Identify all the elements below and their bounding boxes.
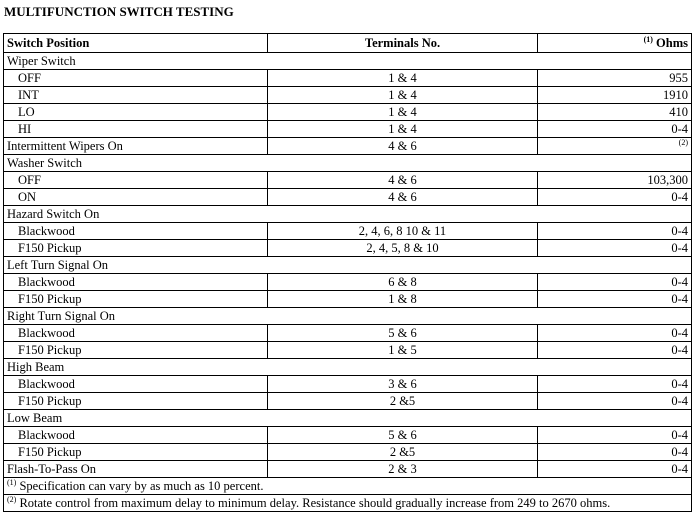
multifunction-switch-table <box>3 33 692 512</box>
terminals-cell: 5 & 6 <box>268 427 538 444</box>
table-row <box>4 121 692 138</box>
switch-position-cell: HI <box>4 121 268 138</box>
group-label: Low Beam <box>4 410 692 427</box>
table-group-row <box>4 53 692 70</box>
switch-position-cell: LO <box>4 104 268 121</box>
group-label: High Beam <box>4 359 692 376</box>
table-group-row <box>4 257 692 274</box>
switch-position-cell: F150 Pickup <box>4 342 268 359</box>
switch-position-cell: F150 Pickup <box>4 393 268 410</box>
terminals-cell: 1 & 4 <box>268 104 538 121</box>
table-row <box>4 376 692 393</box>
table-group-row <box>4 308 692 325</box>
table-row <box>4 70 692 87</box>
header-switch-position: Switch Position <box>4 34 268 53</box>
ohms-cell: 1910 <box>538 87 692 104</box>
table-row <box>4 444 692 461</box>
switch-position-cell: OFF <box>4 70 268 87</box>
footnote-marker: (1) <box>643 34 653 44</box>
terminals-cell: 5 & 6 <box>268 325 538 342</box>
group-label: Washer Switch <box>4 155 692 172</box>
table-row <box>4 172 692 189</box>
table-group-row <box>4 410 692 427</box>
ohms-cell: 955 <box>538 70 692 87</box>
switch-position-cell: ON <box>4 189 268 206</box>
switch-position-cell: Intermittent Wipers On <box>4 138 268 155</box>
switch-position-cell: Flash-To-Pass On <box>4 461 268 478</box>
ohms-cell: 0-4 <box>538 274 692 291</box>
ohms-cell: 0-4 <box>538 444 692 461</box>
ohms-cell: 103,300 <box>538 172 692 189</box>
terminals-cell: 2, 4, 6, 8 10 & 11 <box>268 223 538 240</box>
footnote-cell <box>4 495 692 512</box>
table-row <box>4 274 692 291</box>
table-row <box>4 104 692 121</box>
table-row <box>4 87 692 104</box>
footnote-text: Specification can vary by as much as 10 percent. <box>19 478 264 493</box>
terminals-cell: 3 & 6 <box>268 376 538 393</box>
switch-position-cell: Blackwood <box>4 376 268 393</box>
terminals-cell: 1 & 4 <box>268 87 538 104</box>
switch-position-cell: INT <box>4 87 268 104</box>
group-label: Hazard Switch On <box>4 206 692 223</box>
table-header-row <box>4 34 692 53</box>
ohms-cell: 0-4 <box>538 393 692 410</box>
header-terminals: Terminals No. <box>268 34 538 53</box>
terminals-cell: 2 &5 <box>268 444 538 461</box>
switch-position-cell: F150 Pickup <box>4 291 268 308</box>
ohms-cell: 0-4 <box>538 376 692 393</box>
ohms-cell: 0-4 <box>538 461 692 478</box>
footnote-marker: (2) <box>678 137 688 147</box>
switch-position-cell: Blackwood <box>4 274 268 291</box>
switch-position-cell: Blackwood <box>4 427 268 444</box>
terminals-cell: 1 & 4 <box>268 121 538 138</box>
terminals-cell: 4 & 6 <box>268 138 538 155</box>
table-group-row <box>4 155 692 172</box>
terminals-cell: 1 & 5 <box>268 342 538 359</box>
ohms-cell: 0-4 <box>538 291 692 308</box>
footnote-row <box>4 478 692 495</box>
switch-position-cell: Blackwood <box>4 223 268 240</box>
table-group-row <box>4 359 692 376</box>
page-title: MULTIFUNCTION SWITCH TESTING <box>4 4 234 19</box>
footnote-marker: (2) <box>7 494 17 504</box>
ohms-cell: 0-4 <box>538 325 692 342</box>
table-row <box>4 138 692 155</box>
table-group-row <box>4 206 692 223</box>
ohms-cell: 410 <box>538 104 692 121</box>
group-label: Right Turn Signal On <box>4 308 692 325</box>
footnote-text: Rotate control from maximum delay to minimum delay. Resistance should gradually increase from 249 to 2670 ohms. <box>19 495 611 510</box>
header-ohms <box>538 34 692 53</box>
group-label: Left Turn Signal On <box>4 257 692 274</box>
table-row <box>4 393 692 410</box>
terminals-cell: 2, 4, 5, 8 & 10 <box>268 240 538 257</box>
table-row <box>4 427 692 444</box>
ohms-cell: 0-4 <box>538 189 692 206</box>
group-label: Wiper Switch <box>4 53 692 70</box>
footnote-cell <box>4 478 692 495</box>
ohms-cell: 0-4 <box>538 342 692 359</box>
table-row <box>4 223 692 240</box>
terminals-cell: 1 & 8 <box>268 291 538 308</box>
ohms-cell <box>538 138 692 155</box>
header-ohms-label: Ohms <box>656 35 688 50</box>
terminals-cell: 1 & 4 <box>268 70 538 87</box>
switch-position-cell: F150 Pickup <box>4 240 268 257</box>
terminals-cell: 2 &5 <box>268 393 538 410</box>
ohms-cell: 0-4 <box>538 121 692 138</box>
table-row <box>4 189 692 206</box>
terminals-cell: 4 & 6 <box>268 189 538 206</box>
switch-position-cell: F150 Pickup <box>4 444 268 461</box>
ohms-cell: 0-4 <box>538 427 692 444</box>
table-row <box>4 291 692 308</box>
footnote-marker: (1) <box>7 477 17 487</box>
footnote-row <box>4 495 692 512</box>
ohms-cell: 0-4 <box>538 223 692 240</box>
switch-position-cell: Blackwood <box>4 325 268 342</box>
table-body <box>4 53 692 512</box>
terminals-cell: 2 & 3 <box>268 461 538 478</box>
ohms-cell: 0-4 <box>538 240 692 257</box>
table-row <box>4 325 692 342</box>
terminals-cell: 4 & 6 <box>268 172 538 189</box>
table-row <box>4 240 692 257</box>
table-row <box>4 342 692 359</box>
terminals-cell: 6 & 8 <box>268 274 538 291</box>
switch-position-cell: OFF <box>4 172 268 189</box>
table-row <box>4 461 692 478</box>
